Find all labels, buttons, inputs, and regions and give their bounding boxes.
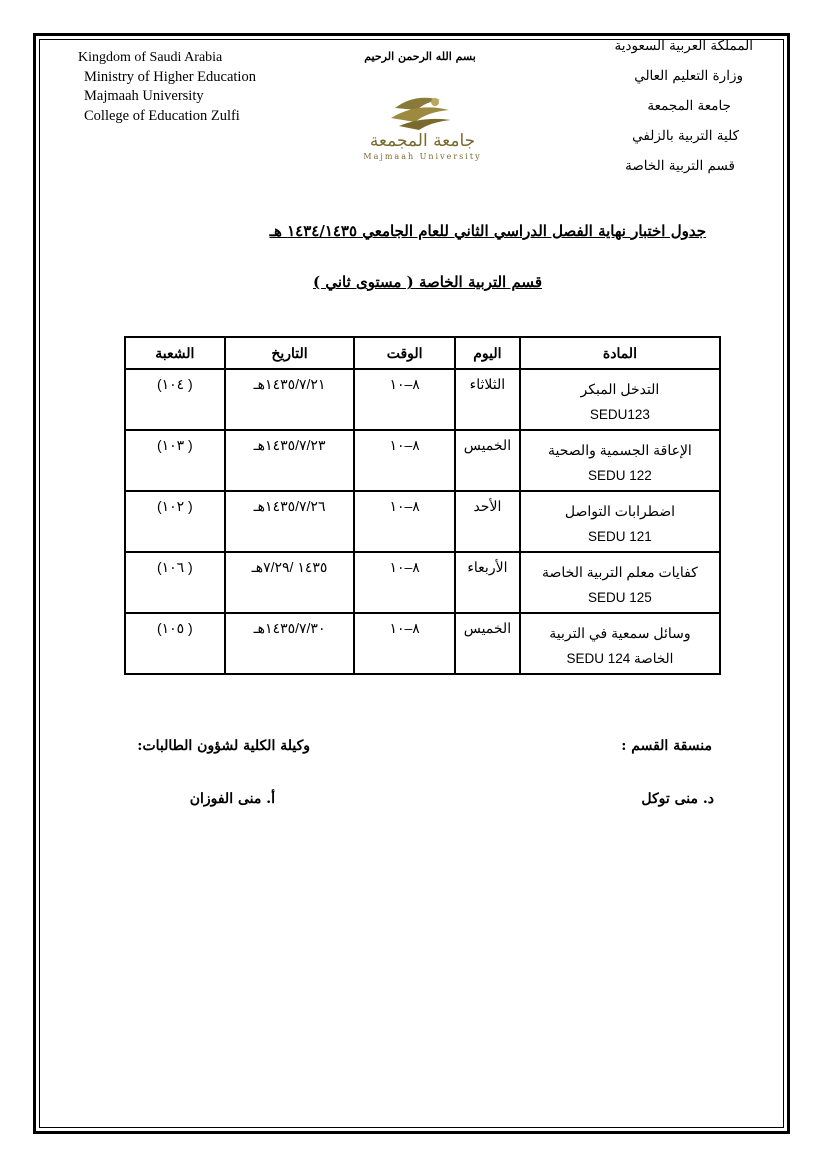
cell-time: ٨–١٠ [354,552,455,613]
arabic-line-2: وزارة التعليم العالي [634,68,743,84]
cell-day: الخميس [455,430,520,491]
cell-date: ١٤٣٥/٧/٣٠هـ [225,613,355,674]
english-line-1: Kingdom of Saudi Arabia [78,50,223,65]
cell-day: الأحد [455,491,520,552]
subject-name: التدخل المبكر [580,381,660,397]
cell-time: ٨–١٠ [354,369,455,430]
coordinator-name: د. منى توكل [641,791,714,807]
course-code: SEDU 122 [588,468,652,483]
arabic-line-3: جامعة المجمعة [647,98,731,114]
cell-subject [520,430,720,491]
table-row [125,491,720,552]
cell-section: ( ١٠٢) [125,491,225,552]
cell-time: ٨–١٠ [354,430,455,491]
cell-section: ( ١٠٥) [125,613,225,674]
basmala: بسم الله الرحمن الرحيم [364,50,476,63]
arabic-header [533,34,753,184]
table-header-row [125,337,720,369]
cell-section: ( ١٠٣) [125,430,225,491]
cell-section: ( ١٠٤) [125,369,225,430]
cell-subject [520,369,720,430]
cell-date: ١٤٣٥ /٧/٢٩هـ [225,552,355,613]
cell-subject [520,613,720,674]
logo-english-text: Majmaah University [363,152,482,161]
cell-date: ١٤٣٥/٧/٢٣هـ [225,430,355,491]
cell-day: الخميس [455,613,520,674]
table-row [125,430,720,491]
course-code: الخاصة 124 SEDU [566,651,674,666]
course-code: SEDU 121 [588,529,652,544]
cell-day: الأربعاء [455,552,520,613]
course-code: SEDU 125 [588,590,652,605]
subject-name: وسائل سمعية في التربية [549,625,691,641]
header-section: الشعبة [125,337,225,369]
arabic-line-1: المملكة العربية السعودية [614,38,753,54]
coordinator-title: منسقة القسم : [621,738,712,754]
course-code: SEDU123 [589,407,650,422]
subject-name: كفايات معلم التربية الخاصة [542,564,698,580]
table-row [125,613,720,674]
header-subject: المادة [520,337,720,369]
vice-dean-title: وكيلة الكلية لشؤون الطالبات: [137,738,310,754]
header-date: التاريخ [225,337,355,369]
cell-time: ٨–١٠ [354,613,455,674]
vice-dean-name: أ. منى الفوزان [189,791,275,807]
english-header [78,48,256,126]
header-time: الوقت [354,337,455,369]
arabic-line-5: قسم التربية الخاصة [625,158,735,174]
cell-section: ( ١٠٦) [125,552,225,613]
exam-schedule-table [124,336,721,675]
logo-arabic-text: جامعة المجمعة [369,131,476,151]
cell-day: الثلاثاء [455,369,520,430]
english-line-2: Ministry of Higher Education [84,68,256,85]
english-line-4: College of Education Zulfi [84,107,240,124]
table-row [125,369,720,430]
cell-date: ١٤٣٥/٧/٢١هـ [225,369,355,430]
table-row [125,552,720,613]
page-title: جدول اختبار نهاية الفصل الدراسي الثاني للعام الجامعي ١٤٣٤/١٤٣٥ هـ [269,222,706,240]
cell-subject [520,491,720,552]
subject-name: اضطرابات التواصل [564,503,675,519]
english-line-3: Majmaah University [84,88,204,104]
header-day: اليوم [455,337,520,369]
cell-time: ٨–١٠ [354,491,455,552]
page-subtitle: قسم التربية الخاصة ( مستوى ثاني ) [313,273,542,291]
cell-date: ١٤٣٥/٧/٢٦هـ [225,491,355,552]
arabic-line-4: كلية التربية بالزلفي [632,128,739,144]
subject-name: الإعاقة الجسمية والصحية [548,442,692,458]
cell-subject [520,552,720,613]
